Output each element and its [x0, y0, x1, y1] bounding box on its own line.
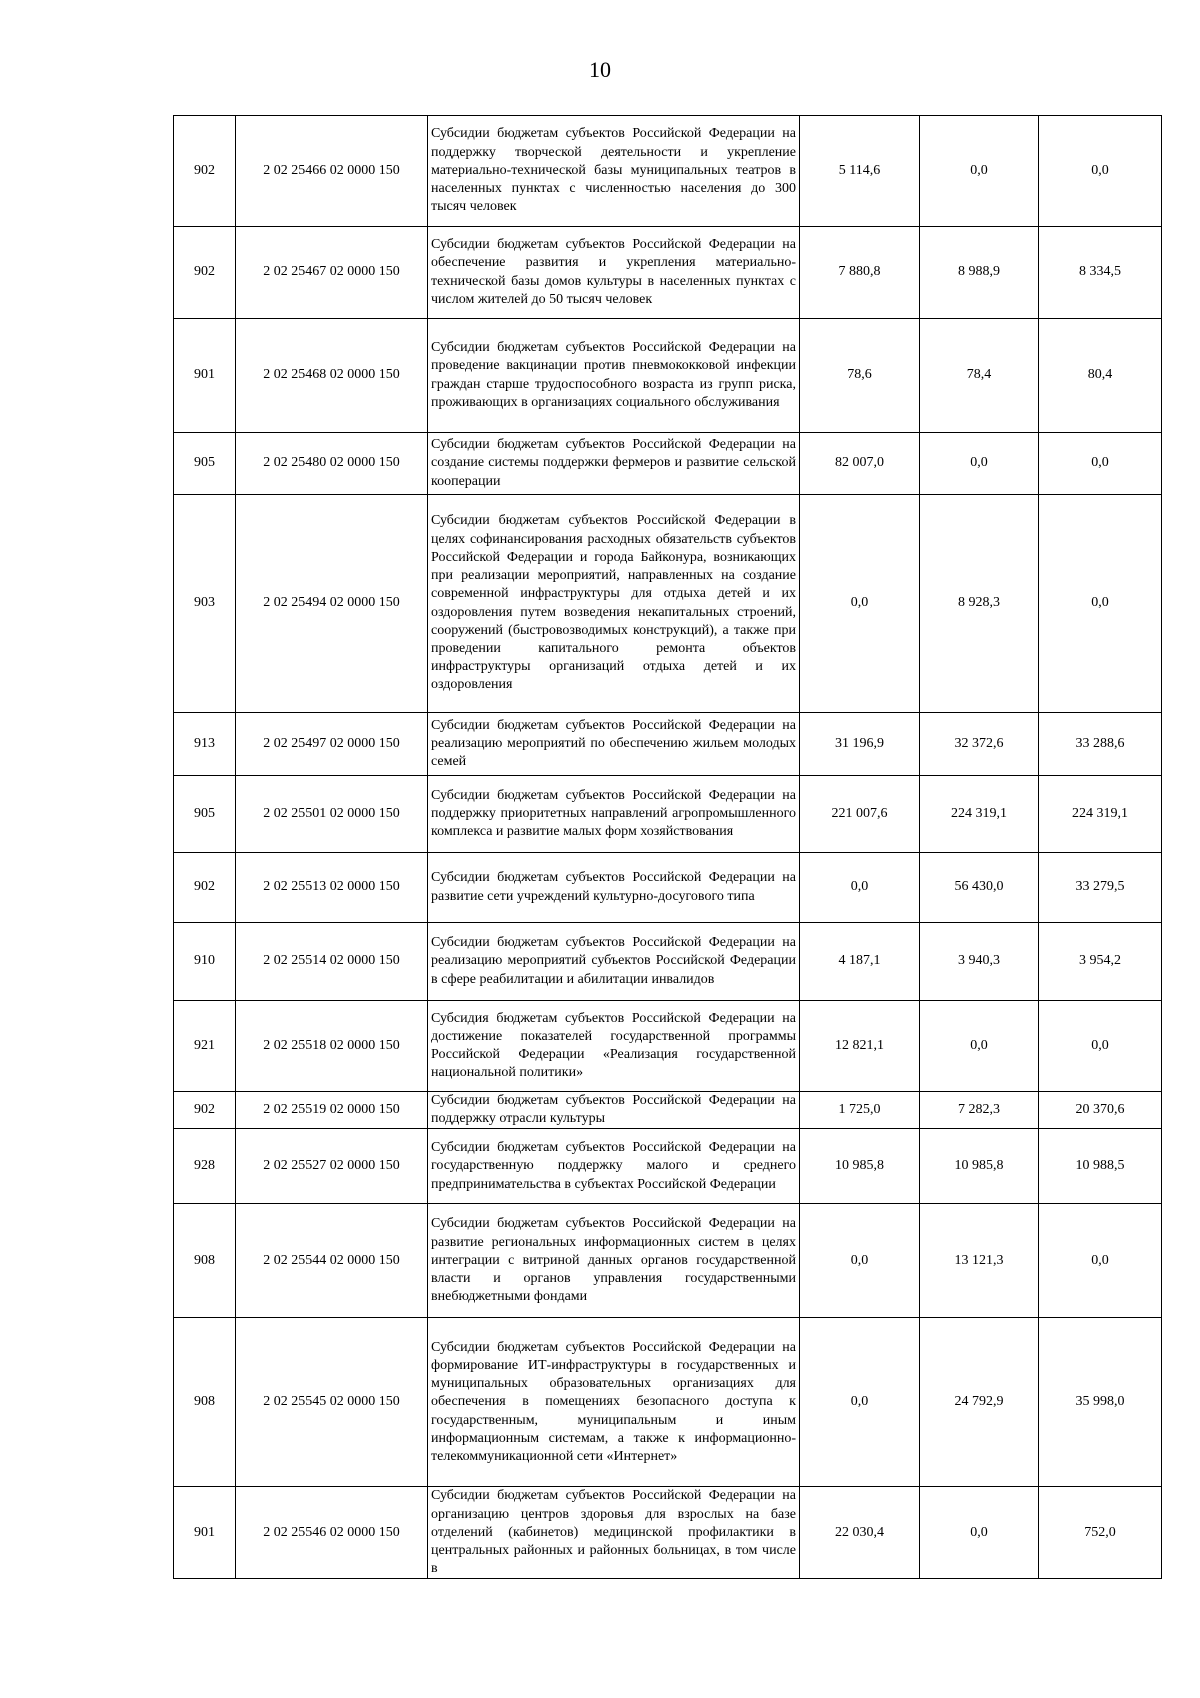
admin-code-cell: 901 — [174, 1487, 236, 1579]
description-text: Субсидии бюджетам субъектов Российской Федерации на поддержку приоритетных направлений агропромышленного комплекса и развитие малых форм хозяйствования — [431, 787, 796, 840]
amount-year1-cell: 0,0 — [800, 495, 920, 713]
description-cell — [428, 1204, 800, 1318]
amount-year2-cell: 8 928,3 — [920, 495, 1039, 713]
table-row — [174, 227, 1162, 319]
amount-year2-cell: 0,0 — [920, 1001, 1039, 1092]
budget-code-cell: 2 02 25544 02 0000 150 — [236, 1204, 428, 1318]
description-cell — [428, 776, 800, 853]
description-cell — [428, 1318, 800, 1487]
description-cell — [428, 319, 800, 433]
budget-code-cell: 2 02 25513 02 0000 150 — [236, 853, 428, 923]
amount-year1-cell: 4 187,1 — [800, 923, 920, 1001]
description-text: Субсидии бюджетам субъектов Российской Федерации на обеспечение развития и укрепления материально-технической базы домов культуры в населенных пунктах с числом жителей до 50 тысяч человек — [431, 237, 796, 307]
amount-year2-cell: 7 282,3 — [920, 1092, 1039, 1129]
amount-year3-cell: 35 998,0 — [1039, 1318, 1162, 1487]
table-row — [174, 853, 1162, 923]
budget-code-cell: 2 02 25494 02 0000 150 — [236, 495, 428, 713]
amount-year2-cell: 0,0 — [920, 433, 1039, 495]
admin-code-cell: 921 — [174, 1001, 236, 1092]
budget-code-cell: 2 02 25546 02 0000 150 — [236, 1487, 428, 1579]
admin-code-cell: 902 — [174, 853, 236, 923]
description-text: Субсидии бюджетам субъектов Российской Федерации на организацию центров здоровья для взрослых на базе отделений (кабинетов) медицинской профилактики в центральных районных и районных больницах, в том числе в — [431, 1488, 796, 1577]
amount-year1-cell: 221 007,6 — [800, 776, 920, 853]
description-text: Субсидия бюджетам субъектов Российской Федерации на достижение показателей государственной программы Российской Федерации «Реализация государственной национальной политики» — [431, 1010, 796, 1081]
admin-code-cell: 903 — [174, 495, 236, 713]
table-row — [174, 495, 1162, 713]
amount-year2-cell: 10 985,8 — [920, 1129, 1039, 1204]
amount-year3-cell: 0,0 — [1039, 1001, 1162, 1092]
description-cell — [428, 1001, 800, 1092]
amount-year3-cell: 3 954,2 — [1039, 923, 1162, 1001]
admin-code-cell: 910 — [174, 923, 236, 1001]
table-row — [174, 116, 1162, 227]
table-row — [174, 1001, 1162, 1092]
admin-code-cell: 905 — [174, 433, 236, 495]
table-row — [174, 1204, 1162, 1318]
amount-year3-cell: 10 988,5 — [1039, 1129, 1162, 1204]
amount-year1-cell: 0,0 — [800, 1204, 920, 1318]
amount-year1-cell: 5 114,6 — [800, 116, 920, 227]
budget-code-cell: 2 02 25545 02 0000 150 — [236, 1318, 428, 1487]
amount-year1-cell: 31 196,9 — [800, 713, 920, 776]
amount-year2-cell: 56 430,0 — [920, 853, 1039, 923]
table-row — [174, 923, 1162, 1001]
budget-code-cell: 2 02 25527 02 0000 150 — [236, 1129, 428, 1204]
amount-year2-cell: 32 372,6 — [920, 713, 1039, 776]
amount-year1-cell: 0,0 — [800, 853, 920, 923]
description-text: Субсидии бюджетам субъектов Российской Федерации на развитие региональных информационных систем в целях интеграции с витриной данных органов государственной власти и органов управления государственными внебюджетными фондами — [431, 1216, 796, 1305]
page-number: 10 — [589, 57, 611, 82]
table-row — [174, 319, 1162, 433]
amount-year3-cell: 0,0 — [1039, 433, 1162, 495]
description-cell — [428, 1487, 800, 1579]
table-row — [174, 776, 1162, 853]
budget-code-cell: 2 02 25467 02 0000 150 — [236, 227, 428, 319]
description-text: Субсидии бюджетам субъектов Российской Федерации в целях софинансирования расходных обязательств субъектов Российской Федерации и города Байконура, возникающих при реализации мероприятий, направленных на создание современной инфраструктуры для отдыха детей и их оздоровления путем возведения некапитальных строений, сооружений (быстровозводимых конструкций), а также при проведении капитального ремонта объектов инфраструктуры организаций отдыха детей и их оздоровления — [431, 513, 796, 693]
amount-year3-cell: 8 334,5 — [1039, 227, 1162, 319]
amount-year1-cell: 0,0 — [800, 1318, 920, 1487]
amount-year2-cell: 3 940,3 — [920, 923, 1039, 1001]
table-row — [174, 1487, 1162, 1579]
description-cell — [428, 116, 800, 227]
table-row — [174, 1318, 1162, 1487]
amount-year3-cell: 80,4 — [1039, 319, 1162, 433]
amount-year2-cell: 0,0 — [920, 1487, 1039, 1579]
budget-code-cell: 2 02 25519 02 0000 150 — [236, 1092, 428, 1129]
amount-year1-cell: 1 725,0 — [800, 1092, 920, 1129]
amount-year3-cell: 224 319,1 — [1039, 776, 1162, 853]
description-cell — [428, 495, 800, 713]
admin-code-cell: 902 — [174, 116, 236, 227]
amount-year3-cell: 33 279,5 — [1039, 853, 1162, 923]
description-text: Субсидии бюджетам субъектов Российской Федерации на поддержку творческой деятельности и укрепление материально-технической базы муниципальных театров в населенных пунктах с численностью населения до 300 тысяч человек — [431, 126, 796, 215]
description-cell — [428, 713, 800, 776]
budget-code-cell: 2 02 25514 02 0000 150 — [236, 923, 428, 1001]
amount-year1-cell: 78,6 — [800, 319, 920, 433]
admin-code-cell: 905 — [174, 776, 236, 853]
admin-code-cell: 908 — [174, 1318, 236, 1487]
amount-year3-cell: 752,0 — [1039, 1487, 1162, 1579]
amount-year2-cell: 24 792,9 — [920, 1318, 1039, 1487]
table-body — [174, 116, 1162, 1579]
amount-year2-cell: 224 319,1 — [920, 776, 1039, 853]
description-text: Субсидии бюджетам субъектов Российской Федерации на развитие сети учреждений культурно-досугового типа — [431, 870, 796, 904]
budget-code-cell: 2 02 25468 02 0000 150 — [236, 319, 428, 433]
amount-year3-cell: 33 288,6 — [1039, 713, 1162, 776]
amount-year1-cell: 22 030,4 — [800, 1487, 920, 1579]
budget-code-cell: 2 02 25501 02 0000 150 — [236, 776, 428, 853]
budget-table — [173, 115, 1162, 1579]
admin-code-cell: 908 — [174, 1204, 236, 1318]
amount-year1-cell: 7 880,8 — [800, 227, 920, 319]
description-cell — [428, 433, 800, 495]
admin-code-cell: 901 — [174, 319, 236, 433]
admin-code-cell: 928 — [174, 1129, 236, 1204]
amount-year1-cell: 10 985,8 — [800, 1129, 920, 1204]
amount-year3-cell: 20 370,6 — [1039, 1092, 1162, 1129]
amount-year2-cell: 0,0 — [920, 116, 1039, 227]
amount-year1-cell: 82 007,0 — [800, 433, 920, 495]
budget-code-cell: 2 02 25518 02 0000 150 — [236, 1001, 428, 1092]
table-row — [174, 713, 1162, 776]
description-cell — [428, 923, 800, 1001]
description-text: Субсидии бюджетам субъектов Российской Федерации на формирование ИТ-инфраструктуры в государственных и муниципальных образовательных организациях для обеспечения в помещениях безопасного доступа к государственным, муниципальным и иным информационным системам, а также к информационно-телекоммуникационной сети «Интернет» — [431, 1339, 796, 1464]
amount-year2-cell: 13 121,3 — [920, 1204, 1039, 1318]
table-row — [174, 1092, 1162, 1129]
description-cell — [428, 853, 800, 923]
description-cell — [428, 1129, 800, 1204]
description-text: Субсидии бюджетам субъектов Российской Федерации на создание системы поддержки фермеров и развитие сельской кооперации — [431, 437, 796, 489]
admin-code-cell: 902 — [174, 1092, 236, 1129]
description-text: Субсидии бюджетам субъектов Российской Федерации на поддержку отрасли культуры — [431, 1093, 796, 1127]
description-text: Субсидии бюджетам субъектов Российской Федерации на реализацию мероприятий субъектов Российской Федерации в сфере реабилитации и абилитации инвалидов — [431, 935, 796, 987]
amount-year3-cell: 0,0 — [1039, 495, 1162, 713]
amount-year1-cell: 12 821,1 — [800, 1001, 920, 1092]
table-row — [174, 1129, 1162, 1204]
budget-code-cell: 2 02 25497 02 0000 150 — [236, 713, 428, 776]
description-text: Субсидии бюджетам субъектов Российской Федерации на государственную поддержку малого и среднего предпринимательства в субъектах Российской Федерации — [431, 1140, 796, 1192]
admin-code-cell: 902 — [174, 227, 236, 319]
table-row — [174, 433, 1162, 495]
description-cell — [428, 1092, 800, 1129]
amount-year3-cell: 0,0 — [1039, 1204, 1162, 1318]
description-cell — [428, 227, 800, 319]
amount-year3-cell: 0,0 — [1039, 116, 1162, 227]
budget-code-cell: 2 02 25466 02 0000 150 — [236, 116, 428, 227]
description-text: Субсидии бюджетам субъектов Российской Федерации на проведение вакцинации против пневмококковой инфекции граждан старше трудоспособного возраста из групп риска, проживающих в организациях социального обслуживания — [431, 340, 796, 410]
budget-code-cell: 2 02 25480 02 0000 150 — [236, 433, 428, 495]
description-text: Субсидии бюджетам субъектов Российской Федерации на реализацию мероприятий по обеспечению жильем молодых семей — [431, 717, 796, 770]
amount-year2-cell: 78,4 — [920, 319, 1039, 433]
amount-year2-cell: 8 988,9 — [920, 227, 1039, 319]
admin-code-cell: 913 — [174, 713, 236, 776]
